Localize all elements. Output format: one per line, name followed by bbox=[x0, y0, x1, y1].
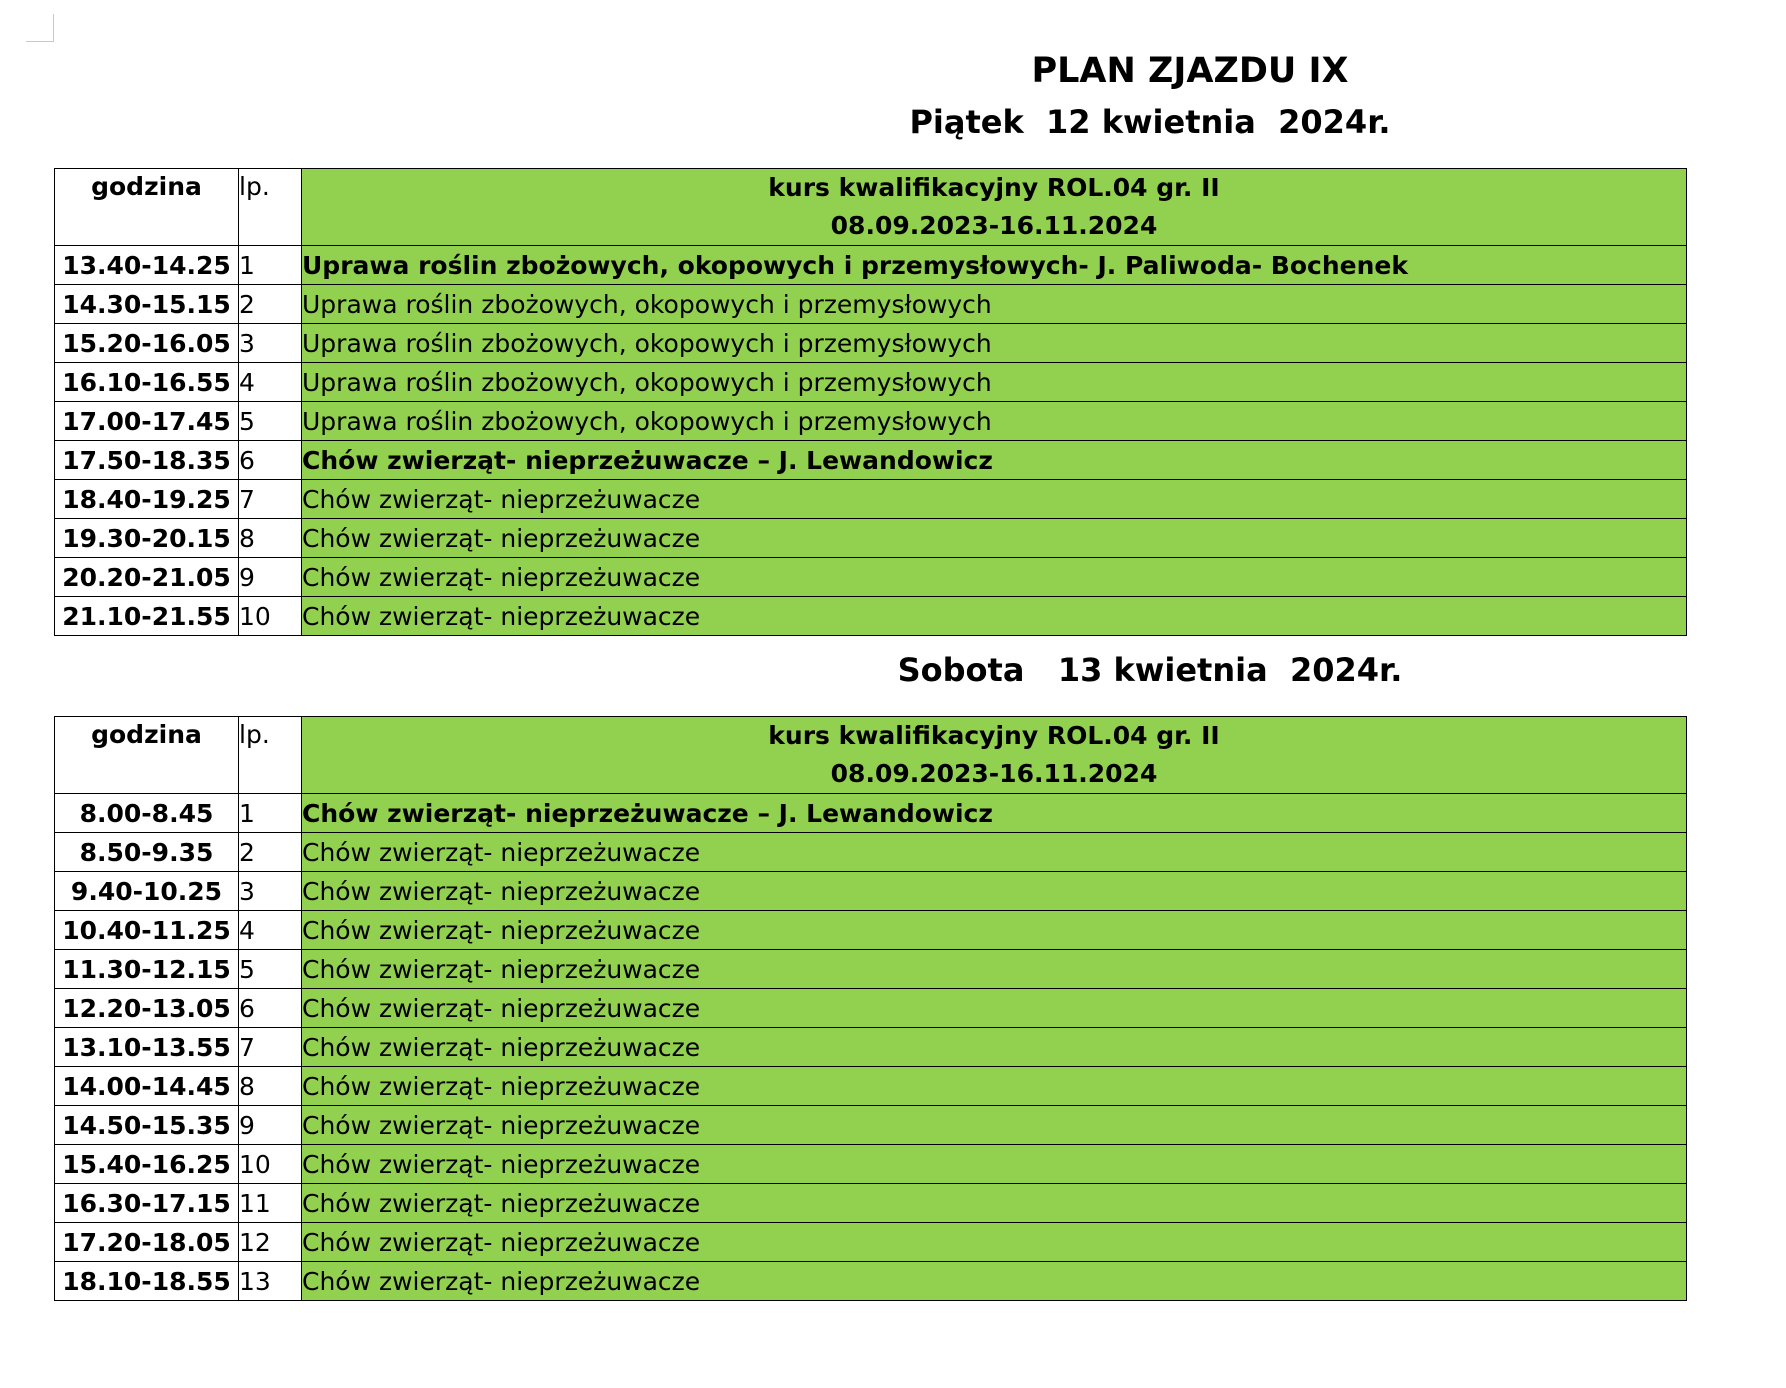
lp-cell: 3 bbox=[239, 324, 302, 363]
subject-cell: Chów zwierząt- nieprzeżuwacze bbox=[302, 833, 1687, 872]
lp-cell: 7 bbox=[239, 1028, 302, 1067]
table-row bbox=[55, 1067, 1687, 1106]
lp-cell: 11 bbox=[239, 1184, 302, 1223]
subject-cell: Uprawa roślin zbożowych, okopowych i przemysłowych- J. Paliwoda- Bochenek bbox=[302, 246, 1687, 285]
subject-cell: Chów zwierząt- nieprzeżuwacze bbox=[302, 558, 1687, 597]
friday-heading: Piątek 12 kwietnia 2024r. bbox=[909, 103, 1391, 141]
lp-cell: 8 bbox=[239, 519, 302, 558]
subject-cell: Uprawa roślin zbożowych, okopowych i przemysłowych bbox=[302, 324, 1687, 363]
time-cell: 14.50-15.35 bbox=[55, 1106, 239, 1145]
saturday-schedule-table bbox=[54, 716, 1687, 1301]
subject-cell: Chów zwierząt- nieprzeżuwacze bbox=[302, 1184, 1687, 1223]
lp-cell: 1 bbox=[239, 794, 302, 833]
lp-cell: 10 bbox=[239, 597, 302, 636]
course-name: kurs kwalifikacyjny ROL.04 gr. II bbox=[768, 721, 1220, 750]
subject-cell: Chów zwierząt- nieprzeżuwacze bbox=[302, 950, 1687, 989]
column-header-course bbox=[302, 169, 1687, 246]
time-cell: 20.20-21.05 bbox=[55, 558, 239, 597]
lp-cell: 5 bbox=[239, 950, 302, 989]
lp-cell: 12 bbox=[239, 1223, 302, 1262]
lp-cell: 5 bbox=[239, 402, 302, 441]
table-row bbox=[55, 989, 1687, 1028]
subject-cell: Uprawa roślin zbożowych, okopowych i przemysłowych bbox=[302, 402, 1687, 441]
table-row bbox=[55, 833, 1687, 872]
lp-cell: 7 bbox=[239, 480, 302, 519]
table-row bbox=[55, 480, 1687, 519]
table-row bbox=[55, 402, 1687, 441]
time-cell: 9.40-10.25 bbox=[55, 872, 239, 911]
subject-cell: Chów zwierząt- nieprzeżuwacze bbox=[302, 1028, 1687, 1067]
saturday-header-row bbox=[55, 717, 1687, 794]
subject-cell: Chów zwierząt- nieprzeżuwacze bbox=[302, 1262, 1687, 1301]
subject-cell: Chów zwierząt- nieprzeżuwacze bbox=[302, 1106, 1687, 1145]
time-cell: 11.30-12.15 bbox=[55, 950, 239, 989]
subject-cell: Chów zwierząt- nieprzeżuwacze bbox=[302, 1223, 1687, 1262]
table-row bbox=[55, 285, 1687, 324]
column-header-course bbox=[302, 717, 1687, 794]
time-cell: 8.50-9.35 bbox=[55, 833, 239, 872]
subject-cell: Chów zwierząt- nieprzeżuwacze – J. Lewandowicz bbox=[302, 794, 1687, 833]
lp-cell: 2 bbox=[239, 833, 302, 872]
course-dates: 08.09.2023-16.11.2024 bbox=[830, 211, 1158, 240]
table-row bbox=[55, 1262, 1687, 1301]
table-row bbox=[55, 441, 1687, 480]
table-row bbox=[55, 597, 1687, 636]
time-cell: 15.40-16.25 bbox=[55, 1145, 239, 1184]
subject-cell: Chów zwierząt- nieprzeżuwacze bbox=[302, 911, 1687, 950]
friday-header-row bbox=[55, 169, 1687, 246]
lp-cell: 8 bbox=[239, 1067, 302, 1106]
time-cell: 21.10-21.55 bbox=[55, 597, 239, 636]
subject-cell: Chów zwierząt- nieprzeżuwacze bbox=[302, 480, 1687, 519]
subject-cell: Chów zwierząt- nieprzeżuwacze bbox=[302, 989, 1687, 1028]
lp-cell: 10 bbox=[239, 1145, 302, 1184]
table-row bbox=[55, 1223, 1687, 1262]
table-row bbox=[55, 558, 1687, 597]
column-header-time: godzina bbox=[55, 169, 239, 246]
lp-cell: 4 bbox=[239, 363, 302, 402]
time-cell: 18.40-19.25 bbox=[55, 480, 239, 519]
subject-cell: Chów zwierząt- nieprzeżuwacze bbox=[302, 1145, 1687, 1184]
lp-cell: 6 bbox=[239, 989, 302, 1028]
table-row bbox=[55, 363, 1687, 402]
friday-table-body bbox=[55, 246, 1687, 636]
time-cell: 17.00-17.45 bbox=[55, 402, 239, 441]
table-row bbox=[55, 950, 1687, 989]
table-row bbox=[55, 519, 1687, 558]
subject-cell: Uprawa roślin zbożowych, okopowych i przemysłowych bbox=[302, 285, 1687, 324]
page-corner-mark bbox=[26, 14, 54, 42]
subject-cell: Uprawa roślin zbożowych, okopowych i przemysłowych bbox=[302, 363, 1687, 402]
saturday-heading: Sobota 13 kwietnia 2024r. bbox=[897, 651, 1403, 689]
time-cell: 14.30-15.15 bbox=[55, 285, 239, 324]
subject-cell: Chów zwierząt- nieprzeżuwacze – J. Lewandowicz bbox=[302, 441, 1687, 480]
table-row bbox=[55, 1028, 1687, 1067]
page-title: PLAN ZJAZDU IX bbox=[1031, 51, 1349, 91]
saturday-table-body bbox=[55, 794, 1687, 1301]
lp-cell: 2 bbox=[239, 285, 302, 324]
time-cell: 13.10-13.55 bbox=[55, 1028, 239, 1067]
lp-cell: 13 bbox=[239, 1262, 302, 1301]
table-row bbox=[55, 1106, 1687, 1145]
lp-cell: 4 bbox=[239, 911, 302, 950]
lp-cell: 6 bbox=[239, 441, 302, 480]
time-cell: 14.00-14.45 bbox=[55, 1067, 239, 1106]
lp-cell: 1 bbox=[239, 246, 302, 285]
time-cell: 16.30-17.15 bbox=[55, 1184, 239, 1223]
lp-cell: 9 bbox=[239, 558, 302, 597]
subject-cell: Chów zwierząt- nieprzeżuwacze bbox=[302, 597, 1687, 636]
column-header-lp: lp. bbox=[239, 169, 302, 246]
lp-cell: 3 bbox=[239, 872, 302, 911]
subject-cell: Chów zwierząt- nieprzeżuwacze bbox=[302, 872, 1687, 911]
table-row bbox=[55, 1145, 1687, 1184]
subject-cell: Chów zwierząt- nieprzeżuwacze bbox=[302, 519, 1687, 558]
table-row bbox=[55, 246, 1687, 285]
table-row bbox=[55, 911, 1687, 950]
time-cell: 13.40-14.25 bbox=[55, 246, 239, 285]
time-cell: 12.20-13.05 bbox=[55, 989, 239, 1028]
table-row bbox=[55, 794, 1687, 833]
time-cell: 18.10-18.55 bbox=[55, 1262, 239, 1301]
table-row bbox=[55, 872, 1687, 911]
time-cell: 8.00-8.45 bbox=[55, 794, 239, 833]
course-dates: 08.09.2023-16.11.2024 bbox=[830, 759, 1158, 788]
time-cell: 16.10-16.55 bbox=[55, 363, 239, 402]
column-header-lp: lp. bbox=[239, 717, 302, 794]
lp-cell: 9 bbox=[239, 1106, 302, 1145]
subject-cell: Chów zwierząt- nieprzeżuwacze bbox=[302, 1067, 1687, 1106]
time-cell: 17.50-18.35 bbox=[55, 441, 239, 480]
table-row bbox=[55, 324, 1687, 363]
friday-schedule-table bbox=[54, 168, 1687, 636]
course-name: kurs kwalifikacyjny ROL.04 gr. II bbox=[768, 173, 1220, 202]
time-cell: 15.20-16.05 bbox=[55, 324, 239, 363]
table-row bbox=[55, 1184, 1687, 1223]
time-cell: 17.20-18.05 bbox=[55, 1223, 239, 1262]
time-cell: 19.30-20.15 bbox=[55, 519, 239, 558]
time-cell: 10.40-11.25 bbox=[55, 911, 239, 950]
column-header-time: godzina bbox=[55, 717, 239, 794]
